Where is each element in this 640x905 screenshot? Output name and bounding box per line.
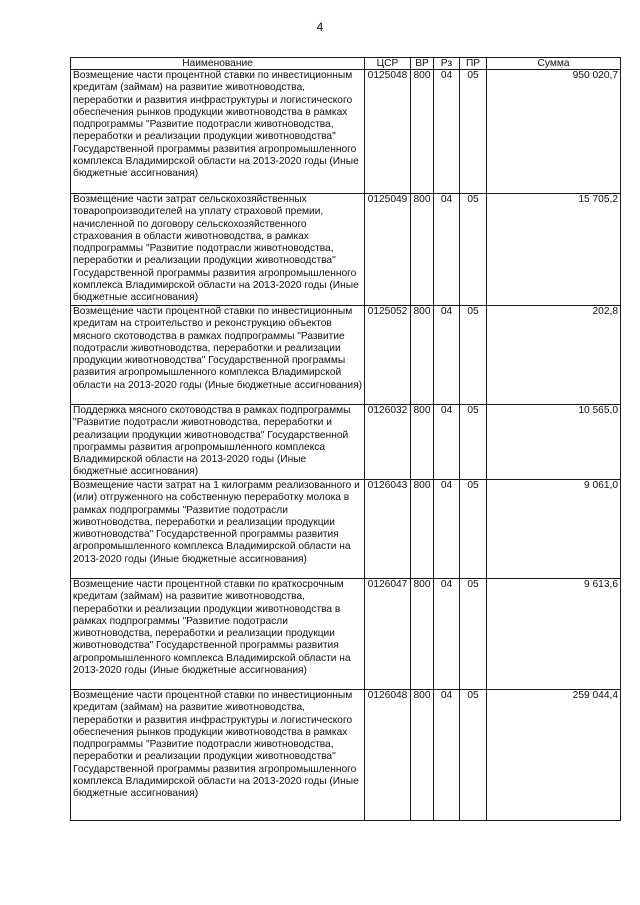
cell-sum: 202,8: [487, 306, 621, 405]
cell-name: Возмещение части процентной ставки по инвестиционным кредитам (займам) на развитие животноводства, переработки и развития инфраструктуры и логистического обеспечения рынков продукции животноводства в рамках подпрограммы "Развитие подотрасли животноводства, переработки и реализации продукции животноводства" Государственной программы развития агропромышленного комплекса Владимирской области на 2013-2020 годы (Иные бюджетные ассигнования): [71, 690, 365, 821]
cell-vr: 800: [411, 306, 434, 405]
cell-name: Возмещение части процентной ставки по инвестиционным кредитам на строительство и реконструкцию объектов мясного скотоводства в рамках подпрограммы "Развитие подотрасли животноводства, переработки и реализации продукции животноводства" Государственной программы развития агропромышленного комплекса Владимирской области на 2013-2020 годы (Иные бюджетные ассигнования): [71, 306, 365, 405]
cell-name: Возмещение части затрат сельскохозяйственных товаропроизводителей на уплату страховой премии, начисленной по договору сельскохозяйственного страхования в области животноводства, в рамках подпрограммы "Развитие подотрасли животноводства, переработки и реализации продукции животноводства" Государственной программы развития агропромышленного комплекса Владимирской области на 2013-2020 годы (Иные бюджетные ассигнования): [71, 194, 365, 306]
cell-vr: 800: [411, 405, 434, 480]
cell-vr: 800: [411, 194, 434, 306]
cell-vr: 800: [411, 579, 434, 690]
cell-name: Поддержка мясного скотоводства в рамках подпрограммы "Развитие подотрасли животноводства, переработки и реализации продукции животноводства" Государственной программы развития агропромышленного комплекса Владимирской области на 2013-2020 годы (Иные бюджетные ассигнования): [71, 405, 365, 480]
cell-pr: 05: [460, 306, 487, 405]
cell-rz: 04: [434, 690, 460, 821]
cell-sum: 259 044,4: [487, 690, 621, 821]
table-header-row: [71, 58, 621, 70]
cell-rz: 04: [434, 70, 460, 194]
table-row: [71, 70, 621, 194]
header-rz: Рз: [434, 58, 460, 70]
cell-sum: 10 565,0: [487, 405, 621, 480]
budget-table: [70, 57, 621, 821]
header-csr: ЦСР: [365, 58, 411, 70]
header-pr: ПР: [460, 58, 487, 70]
table-row: [71, 405, 621, 480]
cell-name: Возмещение части процентной ставки по инвестиционным кредитам (займам) на развитие животноводства, переработки и развития инфраструктуры и логистического обеспечения рынков продукции животноводства в рамках подпрограммы "Развитие подотрасли животноводства, переработки и реализации продукции животноводства" Государственной программы развития агропромышленного комплекса Владимирской области на 2013-2020 годы (Иные бюджетные ассигнования): [71, 70, 365, 194]
cell-csr: 0126043: [365, 480, 411, 579]
cell-rz: 04: [434, 194, 460, 306]
cell-name: Возмещение части процентной ставки по краткосрочным кредитам (займам) на развитие животноводства, переработки и реализации продукции животноводства в рамках подпрограммы "Развитие подотрасли животноводства, переработки и реализации продукции животноводства" Государственной программы развития агропромышленного комплекса Владимирской области на 2013-2020 годы (Иные бюджетные ассигнования): [71, 579, 365, 690]
cell-pr: 05: [460, 690, 487, 821]
cell-sum: 9 613,6: [487, 579, 621, 690]
table-row: [71, 579, 621, 690]
header-name: Наименование: [71, 58, 365, 70]
cell-rz: 04: [434, 306, 460, 405]
table-row: [71, 194, 621, 306]
cell-csr: 0126032: [365, 405, 411, 480]
header-sum: Сумма: [487, 58, 621, 70]
cell-pr: 05: [460, 405, 487, 480]
cell-rz: 04: [434, 405, 460, 480]
cell-rz: 04: [434, 480, 460, 579]
cell-vr: 800: [411, 70, 434, 194]
cell-pr: 05: [460, 194, 487, 306]
cell-sum: 9 061,0: [487, 480, 621, 579]
cell-vr: 800: [411, 690, 434, 821]
cell-pr: 05: [460, 480, 487, 579]
header-vr: ВР: [411, 58, 434, 70]
cell-csr: 0126048: [365, 690, 411, 821]
cell-csr: 0125052: [365, 306, 411, 405]
cell-pr: 05: [460, 579, 487, 690]
cell-csr: 0125049: [365, 194, 411, 306]
cell-rz: 04: [434, 579, 460, 690]
page-number: 4: [316, 20, 324, 34]
cell-pr: 05: [460, 70, 487, 194]
cell-sum: 950 020,7: [487, 70, 621, 194]
table-row: [71, 690, 621, 821]
cell-sum: 15 705,2: [487, 194, 621, 306]
table-row: [71, 480, 621, 579]
cell-csr: 0125048: [365, 70, 411, 194]
cell-name: Возмещение части затрат на 1 килограмм реализованного и (или) отгруженного на собственную переработку молока в рамках подпрограммы "Развитие подотрасли животноводства, переработки и реализации продукции животноводства" Государственной программы развития агропромышленного комплекса Владимирской области на 2013-2020 годы (Иные бюджетные ассигнования): [71, 480, 365, 579]
table-row: [71, 306, 621, 405]
cell-vr: 800: [411, 480, 434, 579]
cell-csr: 0126047: [365, 579, 411, 690]
